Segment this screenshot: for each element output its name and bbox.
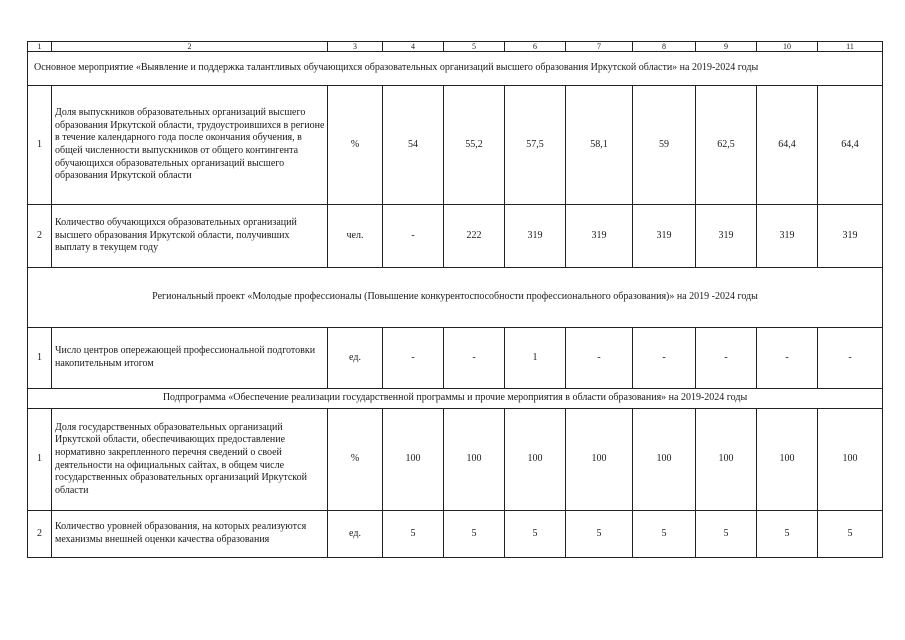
value-cell: - bbox=[757, 328, 818, 389]
unit-cell: чел. bbox=[328, 205, 383, 268]
value-cell: 319 bbox=[696, 205, 757, 268]
unit-cell: % bbox=[328, 86, 383, 205]
value-cell: 319 bbox=[505, 205, 566, 268]
value-cell: - bbox=[383, 205, 444, 268]
indicator-name: Число центров опережающей профессиональной подготовки накопительным итогом bbox=[52, 328, 328, 389]
column-number: 3 bbox=[328, 42, 383, 52]
value-cell: 58,1 bbox=[566, 86, 633, 205]
value-cell: 5 bbox=[696, 511, 757, 558]
unit-cell: % bbox=[328, 409, 383, 511]
value-cell: - bbox=[566, 328, 633, 389]
value-cell: - bbox=[383, 328, 444, 389]
section-title: Региональный проект «Молодые профессионалы (Повышение конкурентоспособности профессионального образования)» на 2019 -2024 годы bbox=[28, 268, 883, 328]
row-number: 2 bbox=[28, 511, 52, 558]
row-number: 1 bbox=[28, 409, 52, 511]
value-cell: 222 bbox=[444, 205, 505, 268]
value-cell: 55,2 bbox=[444, 86, 505, 205]
value-cell: 100 bbox=[757, 409, 818, 511]
indicator-name: Доля государственных образовательных организаций Иркутской области, обеспечивающих предоставление нормативно закрепленного перечня сведений о своей деятельности на официальных сайтах, в общем числе государственных образовательных организаций Иркутской области bbox=[52, 409, 328, 511]
unit-cell: ед. bbox=[328, 511, 383, 558]
indicator-name: Количество обучающихся образовательных организаций высшего образования Иркутской области, получивших выплату в текущем году bbox=[52, 205, 328, 268]
value-cell: 319 bbox=[757, 205, 818, 268]
section-title-row bbox=[28, 389, 883, 409]
unit-cell: ед. bbox=[328, 328, 383, 389]
section-title-row bbox=[28, 52, 883, 86]
section-title: Подпрограмма «Обеспечение реализации государственной программы и прочие мероприятия в области образования» на 2019-2024 годы bbox=[28, 389, 883, 409]
value-cell: - bbox=[818, 328, 883, 389]
table-row bbox=[28, 328, 883, 389]
value-cell: 5 bbox=[444, 511, 505, 558]
column-number: 2 bbox=[52, 42, 328, 52]
column-number: 4 bbox=[383, 42, 444, 52]
value-cell: 5 bbox=[505, 511, 566, 558]
value-cell: 100 bbox=[566, 409, 633, 511]
value-cell: 319 bbox=[566, 205, 633, 268]
value-cell: - bbox=[696, 328, 757, 389]
section-title-row bbox=[28, 268, 883, 328]
value-cell: 100 bbox=[696, 409, 757, 511]
table-row bbox=[28, 205, 883, 268]
row-number: 2 bbox=[28, 205, 52, 268]
column-number: 8 bbox=[633, 42, 696, 52]
value-cell: 64,4 bbox=[757, 86, 818, 205]
value-cell: 64,4 bbox=[818, 86, 883, 205]
table-row bbox=[28, 409, 883, 511]
value-cell: 1 bbox=[505, 328, 566, 389]
value-cell: 100 bbox=[633, 409, 696, 511]
value-cell: 100 bbox=[383, 409, 444, 511]
document-page bbox=[27, 41, 882, 558]
column-number: 6 bbox=[505, 42, 566, 52]
value-cell: 62,5 bbox=[696, 86, 757, 205]
value-cell: 100 bbox=[505, 409, 566, 511]
value-cell: 5 bbox=[633, 511, 696, 558]
section-title: Основное мероприятие «Выявление и поддержка талантливых обучающихся образовательных организаций высшего образования Иркутской области» на 2019-2024 годы bbox=[28, 52, 883, 86]
value-cell: 100 bbox=[818, 409, 883, 511]
column-number-row bbox=[28, 42, 883, 52]
value-cell: 5 bbox=[757, 511, 818, 558]
value-cell: 54 bbox=[383, 86, 444, 205]
value-cell: 5 bbox=[383, 511, 444, 558]
value-cell: 319 bbox=[633, 205, 696, 268]
value-cell: 5 bbox=[818, 511, 883, 558]
indicator-name: Количество уровней образования, на которых реализуются механизмы внешней оценки качества образования bbox=[52, 511, 328, 558]
column-number: 7 bbox=[566, 42, 633, 52]
indicator-name: Доля выпускников образовательных организаций высшего образования Иркутской области, трудоустроившихся в регионе в течение календарного года после окончания обучения, в общей численности выпускников от общего контингента обучающихся образовательных организаций высшего образования Иркутской области bbox=[52, 86, 328, 205]
column-number: 1 bbox=[28, 42, 52, 52]
value-cell: - bbox=[633, 328, 696, 389]
column-number: 11 bbox=[818, 42, 883, 52]
column-number: 5 bbox=[444, 42, 505, 52]
value-cell: 100 bbox=[444, 409, 505, 511]
indicators-table bbox=[27, 41, 883, 558]
value-cell: 5 bbox=[566, 511, 633, 558]
row-number: 1 bbox=[28, 86, 52, 205]
column-number: 9 bbox=[696, 42, 757, 52]
column-number: 10 bbox=[757, 42, 818, 52]
value-cell: - bbox=[444, 328, 505, 389]
table-row bbox=[28, 86, 883, 205]
value-cell: 59 bbox=[633, 86, 696, 205]
table-row bbox=[28, 511, 883, 558]
value-cell: 319 bbox=[818, 205, 883, 268]
value-cell: 57,5 bbox=[505, 86, 566, 205]
row-number: 1 bbox=[28, 328, 52, 389]
